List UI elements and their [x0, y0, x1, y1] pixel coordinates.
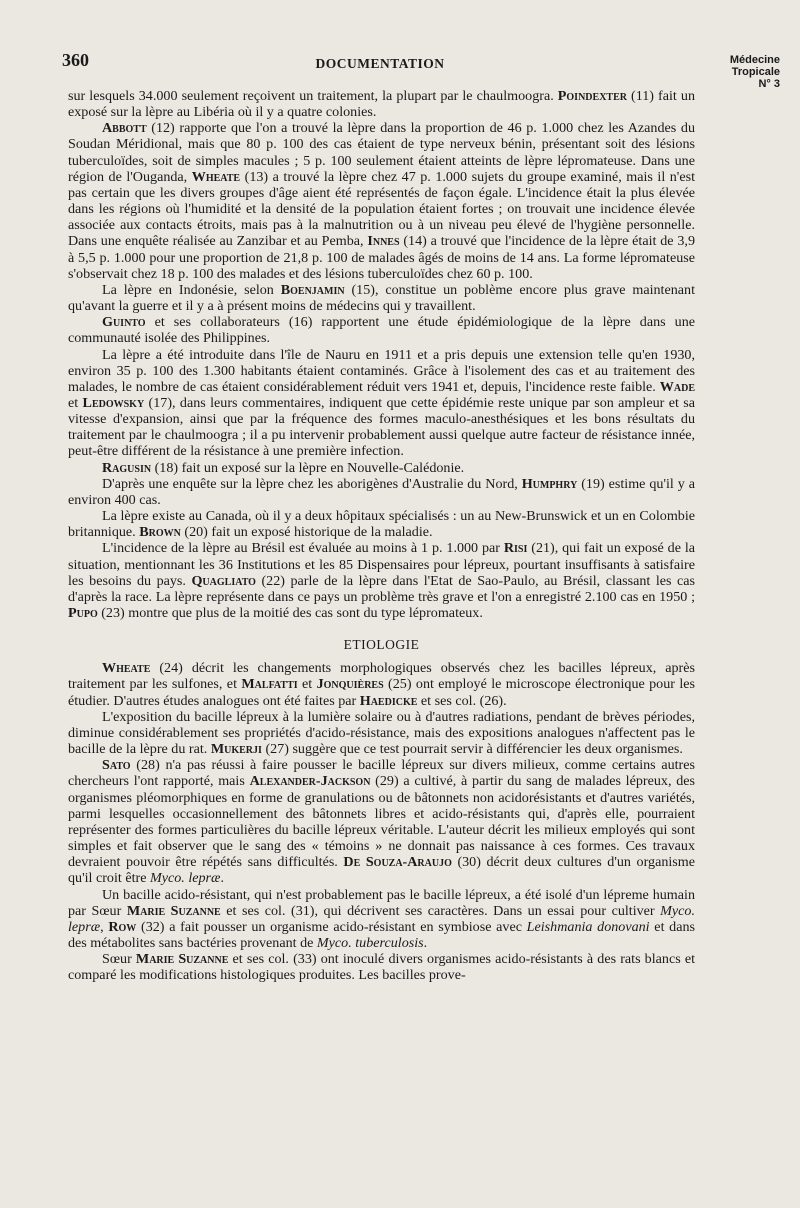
journal-issue: N° 3	[758, 78, 780, 90]
author-name: Humphry	[521, 475, 578, 492]
text-run: (14) a trouvé que l'incidence de la lèpre était de 3,9 à 5,5 p. 1.000 pour une proportion de 21,8 p. 100 de malades âgés de moins de 14 ans. La forme lépromateuse s'observait chez 18 p. 100 des malades et des lésions tuberculoïdes chez 60 p. 100.	[68, 233, 695, 282]
author-name: Wheate	[102, 660, 151, 677]
author-name: Ledowsky	[82, 394, 145, 411]
text-run: (28) n'a pas réussi à faire pousser le bacille lépreux sur divers milieux, comme certains autres chercheurs l'ont rapporté, mais	[68, 757, 695, 790]
journal-info	[680, 54, 780, 90]
text-run: (22) parle de la lèpre dans l'Etat de Sao-Paulo, au Brésil, classant les cas d'après la race. La lèpre représente dans ce pays un problème très grave et l'on a enregistré 2.100 cas en 1950 ;	[68, 572, 696, 605]
journal-name-line2: Tropicale	[731, 66, 780, 78]
species-name: Myco. lepræ	[68, 902, 695, 935]
text-run: sur lesquels 34.000 seulement reçoivent un traitement, la plupart par le chaulmoogra.	[68, 88, 558, 104]
text-run: La lèpre existe au Canada, où il y a deux hôpitaux spécialisés : un au New-Brunswick et un en Colombie britannique.	[68, 508, 695, 541]
text-run: .	[423, 934, 428, 951]
text-run: (13) a trouvé la lèpre chez 47 p. 1.000 sujets du groupe examiné, mais il n'est pas certain que les divers groupes d'âge aient été représentés de façon égale. L'incidence était la plus élevée dans les régions où l'humidité et la densité de la population étaient fortes ; on trouvait une incidence élevée associée aux contacts étroits, mais pas à la malnutrition ou à un niveau peu élevé de l'hygiène personnelle. Dans une enquête réalisée au Zanzibar et au Pemba,	[68, 168, 695, 250]
author-name: Mukerji	[210, 741, 262, 758]
text-run: (24) décrit les changements morphologiques observés chez les bacilles lépreux, après traitement par les sulfones, et	[68, 660, 695, 693]
text-run: et ses collaborateurs (16) rapportent une étude épidémiologique de la lèpre dans une communauté isolée des Philippines.	[68, 314, 695, 347]
text-run: (23) montre que plus de la moitié des cas sont du type lépromateux.	[97, 605, 483, 621]
author-name: De Souza-Araujo	[343, 854, 452, 871]
paragraph	[68, 887, 695, 952]
author-name: Jonquières	[316, 676, 384, 693]
author-name: Marie Suzanne	[135, 951, 229, 968]
paragraph	[68, 540, 695, 621]
paragraph	[68, 757, 695, 886]
journal-name-line1: Médecine	[729, 54, 780, 66]
text-run: (21), qui fait un exposé de la situation, mentionnant les 36 Institutions et les 85 Dispensaires pour lépreux, pourtant insuffisants à satisfaire les besoins du pays.	[68, 540, 695, 589]
paragraph	[68, 314, 695, 346]
text-run: (25) ont employé le microscope électronique pour les étudier. D'autres études analogues ont été faites par	[68, 676, 696, 709]
paragraph	[68, 282, 695, 314]
species-name: Myco. lepræ	[149, 870, 221, 887]
author-name: Haedicke	[359, 692, 418, 709]
text-run: et ses col. (31), qui décrivent ses caractères. Dans un essai pour cultiver	[220, 902, 661, 919]
author-name: Wheate	[191, 168, 241, 185]
author-name: Pupo	[68, 605, 98, 621]
author-name: Abbott	[102, 120, 147, 137]
paragraph	[68, 660, 695, 708]
text-run: (17), dans leurs commentaires, indiquent que cette épidémie reste unique par son ampleur et sa vitesse d'expansion, ainsi que par la fréquence des formes maculo-anesthésiques et les bons résultats du traitement par le chaulmoogra ; il a pu intervenir probablement aussi quelque autre facteur de résistance innée, peut-être différent de la résistance à une première infection.	[68, 394, 695, 460]
text-run: (29) a cultivé, à partir du sang de malades lépreux, des organismes pléomorphiques en forme de granulations ou de bâtonnets non acidorésistants et d'autres variétés, parmi lesquelles occasionnellement des bâtonnets libres et acido-résistants qui, d'après elle, pourraient représenter des formes particulières du bacille lépreux véritable. L'auteur décrit les milieux employés qui sont simples et fait observer que le sang des « témoins » ne donnait pas naissance à ces formes. Ces travaux devraient pouvoir être répétés sans difficultés.	[68, 773, 695, 871]
text-run: (20) fait un exposé historique de la maladie.	[180, 524, 433, 541]
text-run: (27) suggère que ce test pourrait servir à différencier les deux organismes.	[261, 741, 683, 758]
author-name: Marie Suzanne	[126, 902, 221, 919]
author-name: Row	[108, 918, 137, 935]
author-name: Boenjamin	[280, 281, 345, 298]
text-run: (12) rapporte que l'on a trouvé la lèpre dans la proportion de 46 p. 1.000 chez les Azandes du Soudan Méridional, mais que 80 p. 100 des cas étaient de type nerveux bénin, présentant soit des lésions tuberculoïdes, soit de simples macules ; 5 p. 100 seulement étaient atteints de lèpre lépromateuse. Dans une région de l'Ouganda,	[68, 120, 695, 185]
paragraph	[68, 88, 695, 120]
text-run: et ses col. (26).	[417, 692, 507, 709]
species-name: Leishmania donovani	[526, 918, 650, 935]
text-run: (18) fait un exposé sur la lèpre en Nouvelle-Calédonie.	[151, 459, 465, 476]
paragraph	[68, 120, 695, 282]
text-run: (11) fait un exposé sur la lèpre au Libéria où il y a quatre colonies.	[68, 88, 695, 121]
text-run: La lèpre a été introduite dans l'île de Nauru en 1911 et a pris depuis une extension telle qu'en 1930, environ 35 p. 100 des 1.300 habitants étaient contaminés. Grâce à l'isolement des cas et au traitement des malades, le nombre de cas étaient considérablement réduit vers 1941 et, depuis, l'incidence reste faible.	[68, 346, 695, 395]
author-name: Risi	[503, 540, 528, 557]
author-name: Quagliato	[191, 572, 256, 589]
paragraph	[68, 709, 695, 757]
text-run: Un bacille acido-résistant, qui n'est probablement pas le bacille lépreux, a été isolé d'un lépreme humain par Sœur	[68, 886, 695, 919]
author-name: Malfatti	[241, 676, 298, 693]
author-name: Guinto	[102, 314, 146, 331]
text-run: L'exposition du bacille lépreux à la lumière solaire ou à d'autres radiations, pendant de brèves périodes, diminue considérablement ses propriétés d'acido-résistance, mais des expositions analogues n'affectent pas le bacille de la lèpre du rat.	[68, 708, 695, 758]
author-name: Sato	[102, 757, 131, 774]
author-name: Alexander-Jackson	[249, 773, 371, 790]
author-name: Brown	[139, 524, 181, 541]
section-heading: ETIOLOGIE	[343, 637, 420, 653]
text-run: La lèpre en Indonésie, selon	[102, 281, 281, 298]
paragraph	[68, 347, 695, 460]
body-text	[68, 88, 695, 983]
text-run: (19) estime qu'il y a environ 400 cas.	[68, 475, 695, 508]
text-run: et dans des métabolites sans bactéries provenant de	[68, 918, 696, 951]
text-run: (30) décrit deux cultures d'un organisme qu'il croit être	[68, 854, 695, 887]
author-name: Poindexter	[557, 88, 627, 104]
running-title: DOCUMENTATION	[315, 56, 445, 71]
author-name: Innes	[367, 233, 400, 250]
text-run: (15), constitue un poblème encore plus grave maintenant qu'avant la guerre et il y a à présent moins de médecins qui y travaillent.	[68, 281, 695, 315]
paragraph	[68, 951, 695, 983]
text-run: et	[68, 394, 83, 411]
text-run: Sœur	[102, 951, 136, 968]
author-name: Wade	[659, 378, 695, 395]
text-run: L'incidence de la lèpre au Brésil est évaluée au moins à 1 p. 1.000 par	[102, 540, 504, 557]
text-run: et	[297, 676, 317, 693]
species-name: Myco. tuberculosis	[316, 934, 424, 951]
paragraph	[68, 508, 695, 540]
paragraph	[68, 460, 695, 476]
text-run: D'après une enquête sur la lèpre chez les aborigènes d'Australie du Nord,	[102, 475, 522, 492]
author-name: Ragusin	[102, 459, 152, 476]
text-run: et ses col. (33) ont inoculé divers organismes acido-résistants à des rats blancs et comparé les modifications histologiques produites. Les bacilles prove-	[68, 951, 695, 984]
paragraph	[68, 476, 695, 508]
text-run: .	[220, 870, 224, 887]
text-run: (32) a fait pousser un organisme acido-résistant en symbiose avec	[136, 918, 527, 935]
text-run: ,	[100, 918, 109, 935]
page-number: 360	[62, 50, 89, 70]
